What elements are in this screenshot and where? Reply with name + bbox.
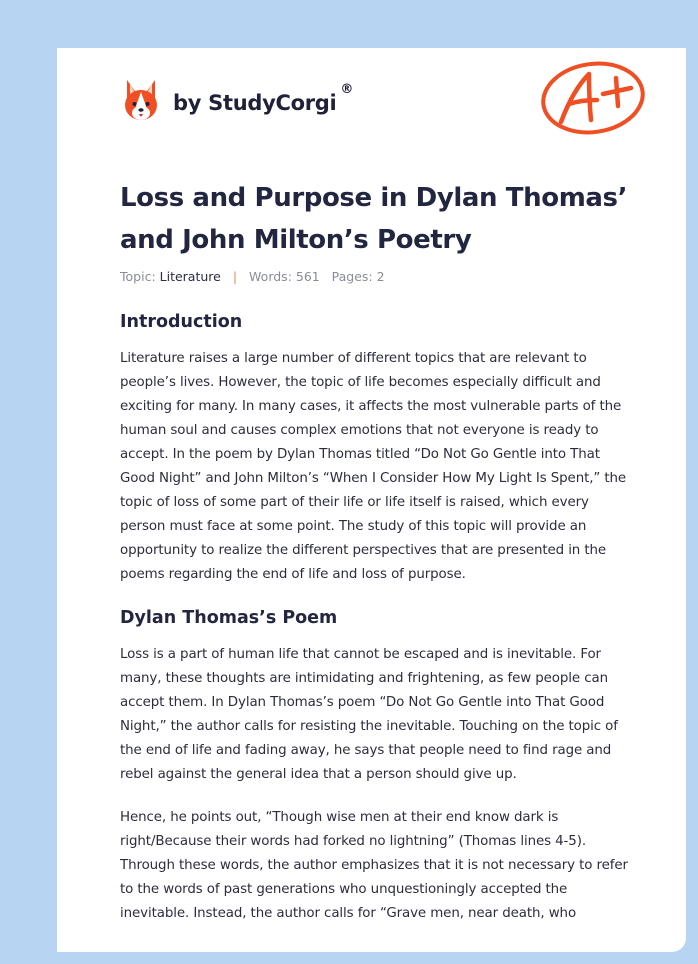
- corgi-logo-icon: [121, 76, 161, 122]
- essay-body: [120, 310, 632, 945]
- document-page: [57, 48, 686, 952]
- pages-count: 2: [376, 269, 385, 284]
- paragraph: Hence, he points out, “Though wise men at their end know dark is right/Because their words had forked no lightning” (Thomas lines 4-5). Through these words, the author emphasizes that it is not necessary to refer to the words of past generations who unquestioningly accepted the inevitable. Instead, the author calls for “Grave men, near death, who: [120, 810, 628, 921]
- grade-a-plus-icon: [539, 60, 649, 140]
- words-label: Words:: [249, 269, 292, 284]
- topic-label: Topic:: [120, 269, 156, 284]
- words-count: 561: [295, 269, 320, 284]
- meta-separator: |: [232, 269, 238, 284]
- essay-title: Loss and Purpose in Dylan Thomas’ and John Milton’s Poetry: [120, 183, 628, 255]
- registered-mark: ®: [340, 82, 354, 97]
- paragraph: Literature raises a large number of different topics that are relevant to people’s lives. However, the topic of life becomes especially difficult and exciting for many. In many cases, it affects the most vulnerable parts of the human soul and causes complex emotions that not everyone is ready to accept. In the poem by Dylan Thomas titled “Do Not Go Gentle into That Good Night” and John Milton’s “When I Consider How My Light Is Spent,” the topic of loss of some part of their life or life itself is raised, which every person must face at some point. The study of this topic will provide an opportunity to realize the different perspectives that are presented in the poems regarding the end of life and loss of purpose.: [120, 351, 627, 582]
- brand-logo[interactable]: [121, 76, 353, 122]
- brand-name: by StudyCorgi: [173, 91, 337, 115]
- paragraph: Loss is a part of human life that cannot be escaped and is inevitable. For many, these thoughts are intimidating and frightening, as few people can accept them. In Dylan Thomas’s poem “Do Not Go Gentle into That Good Night,” the author calls for resisting the inevitable. Touching on the topic of the end of life and fading away, he says that people need to find rage and rebel against the general idea that a person should give up.: [120, 647, 618, 782]
- topic-link[interactable]: Literature: [159, 269, 221, 284]
- section-heading-dylan-thomas: Dylan Thomas’s Poem: [120, 608, 338, 628]
- essay-meta: [120, 269, 385, 284]
- pages-label: Pages:: [331, 269, 373, 284]
- section-heading-introduction: Introduction: [120, 312, 243, 332]
